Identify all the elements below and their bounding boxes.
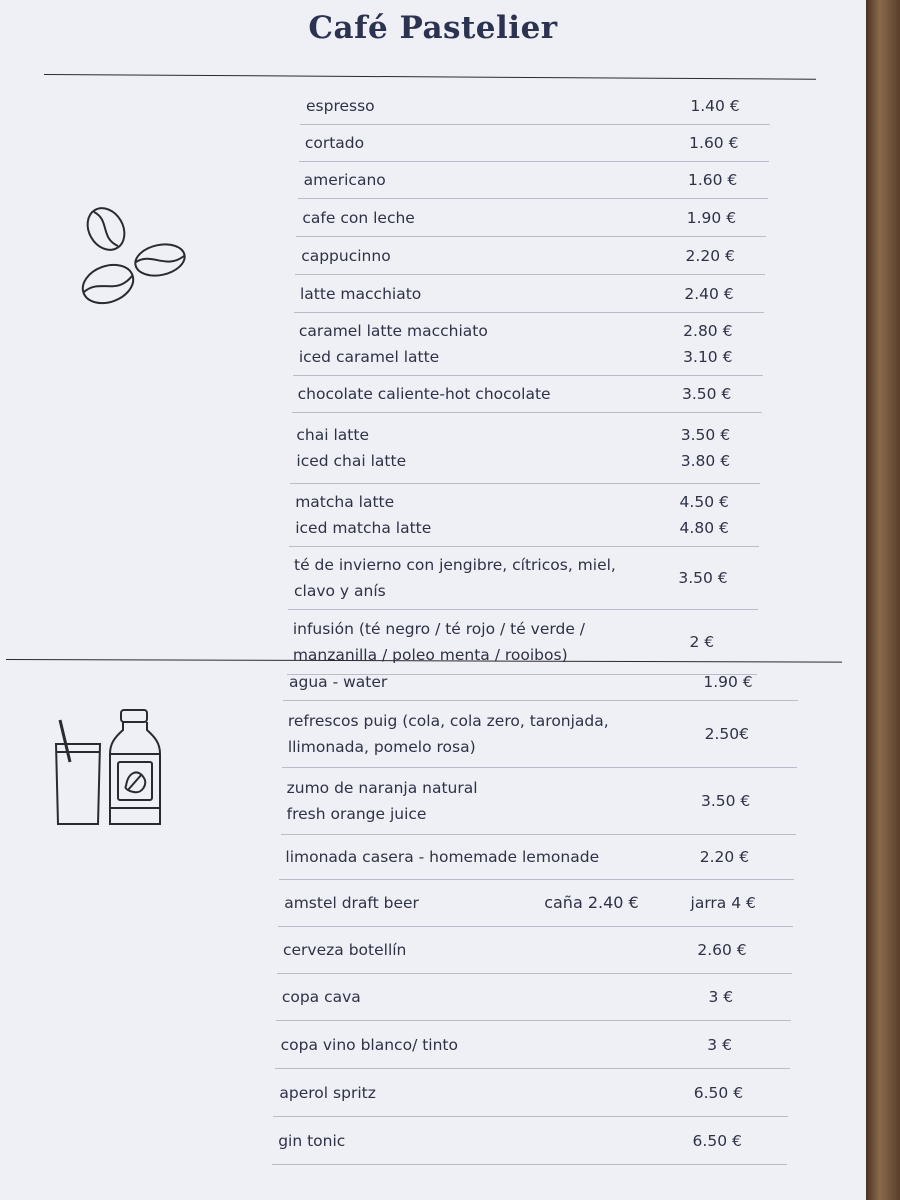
item-prices <box>655 243 765 269</box>
drinks-menu-row <box>282 701 797 768</box>
item-price: 2.40 € <box>684 284 734 303</box>
coffee-menu-row <box>288 547 758 610</box>
coffee-menu-row <box>298 162 768 199</box>
item-price: jarra 4 € <box>690 894 756 912</box>
item-name: manzanilla / poleo menta / rooibos) <box>292 646 568 664</box>
item-names <box>296 422 406 474</box>
coffee-menu-row <box>293 313 763 376</box>
item-price: 2.80 € <box>683 322 733 340</box>
drinks-menu-row <box>272 1117 787 1165</box>
item-price: 3 € <box>708 988 734 1006</box>
item-price: 1.40 € <box>690 97 740 115</box>
item-prices <box>671 788 781 814</box>
item-name: espresso <box>306 97 375 115</box>
item-price: 1.90 € <box>703 673 753 691</box>
item-name: fresh orange juice <box>286 805 427 823</box>
item-name: té de invierno con jengibre, cítricos, miel, <box>294 556 616 574</box>
item-price: 2 € <box>689 633 715 651</box>
item-prices <box>650 422 760 474</box>
item-price: 2.20 € <box>699 848 750 866</box>
drinks-menu-row <box>281 768 796 835</box>
item-names <box>305 130 364 156</box>
item-prices <box>665 1032 775 1058</box>
item-prices <box>659 130 769 156</box>
item-name: aperol spritz <box>279 1083 376 1102</box>
item-name: agua - water <box>289 673 388 691</box>
item-price: 2.50€ <box>704 725 749 743</box>
item-name: refrescos puig (cola, cola zero, taronjada, <box>287 712 609 730</box>
item-name: latte macchiato <box>300 284 422 303</box>
item-price: 4.50 € <box>679 493 729 511</box>
item-name: iced chai latte <box>296 452 407 470</box>
item-price: 1.90 € <box>686 208 737 227</box>
coffee-menu-row <box>289 484 759 547</box>
item-price: 6.50 € <box>693 1083 744 1102</box>
item-mid-price: caña 2.40 € <box>544 893 639 912</box>
item-names <box>299 318 488 370</box>
item-prices <box>663 1080 773 1106</box>
item-price: 3.10 € <box>683 348 733 366</box>
item-names <box>281 1032 458 1058</box>
table-edge <box>866 0 900 1200</box>
item-names <box>300 281 421 307</box>
coffee-menu-row <box>299 125 769 162</box>
item-names <box>283 937 406 963</box>
item-name: llimonada, pomelo rosa) <box>287 738 476 756</box>
item-prices <box>652 381 762 407</box>
item-prices <box>667 937 777 963</box>
item-names <box>279 1080 375 1106</box>
item-name: infusión (té negro / té rojo / té verde / <box>292 620 586 638</box>
item-price: 4.80 € <box>679 519 729 537</box>
item-price: 6.50 € <box>692 1131 742 1150</box>
item-names <box>282 984 361 1010</box>
coffee-menu-row <box>295 237 765 275</box>
item-price: 3.50 € <box>681 385 732 403</box>
item-prices <box>672 721 782 747</box>
item-names <box>306 93 375 119</box>
item-names <box>298 381 551 407</box>
coffee-menu-row <box>290 413 760 484</box>
top-divider <box>44 74 816 80</box>
coffee-menu-row <box>292 376 762 413</box>
juice-glass-and-bottle-icon <box>48 708 173 830</box>
item-prices <box>673 669 783 695</box>
coffee-section <box>292 88 770 675</box>
item-name: chocolate caliente-hot chocolate <box>297 385 551 403</box>
item-names <box>295 489 431 541</box>
item-names <box>287 775 478 827</box>
item-name: cappucinno <box>301 246 391 265</box>
item-name: americano <box>303 171 386 189</box>
coffee-menu-row <box>296 199 766 237</box>
item-name: cortado <box>304 134 365 152</box>
item-name: cafe con leche <box>302 208 415 227</box>
coffee-beans-icon <box>76 200 201 312</box>
item-price: 3 € <box>707 1035 732 1054</box>
item-price: 2.60 € <box>697 941 747 959</box>
item-price: 3.50 € <box>678 569 728 587</box>
item-names <box>278 1128 345 1154</box>
item-prices <box>668 890 778 916</box>
item-price: 2.20 € <box>685 246 735 265</box>
item-price: 3.50 € <box>680 426 731 444</box>
item-prices <box>666 984 776 1010</box>
item-name: iced caramel latte <box>298 348 440 366</box>
item-price: 1.60 € <box>689 134 739 152</box>
item-names <box>304 167 386 193</box>
item-names <box>284 890 419 916</box>
item-price: 3.50 € <box>700 792 751 810</box>
item-prices <box>669 844 779 870</box>
item-name: matcha latte <box>295 493 395 511</box>
drinks-menu-row <box>273 1069 788 1117</box>
item-price: 1.60 € <box>687 171 738 189</box>
drinks-menu-row <box>277 927 792 974</box>
drinks-section <box>278 664 798 1165</box>
drinks-menu-row <box>279 835 794 880</box>
item-name: zumo de naranja natural <box>286 779 478 797</box>
item-names <box>285 844 599 870</box>
item-name: limonada casera - homemade lemonade <box>285 848 600 866</box>
item-prices <box>649 489 759 541</box>
item-prices <box>656 205 766 231</box>
item-name: copa vino blanco/ tinto <box>280 1035 458 1054</box>
item-names <box>301 243 390 269</box>
item-name: cerveza botellín <box>283 941 407 959</box>
item-price: 3.80 € <box>680 452 731 470</box>
item-prices <box>647 629 757 655</box>
item-name: iced matcha latte <box>295 519 432 537</box>
item-names <box>288 708 609 760</box>
drinks-menu-row <box>276 974 791 1021</box>
item-prices <box>648 565 758 591</box>
item-names <box>289 669 387 695</box>
item-name: chai latte <box>296 426 369 444</box>
drinks-menu-row <box>283 664 798 701</box>
item-prices <box>658 167 768 193</box>
item-prices <box>654 281 764 307</box>
item-names <box>302 205 414 231</box>
coffee-menu-row <box>300 88 770 125</box>
item-prices <box>660 93 770 119</box>
coffee-menu-row <box>294 275 764 313</box>
cafe-title: Café Pastelier <box>308 10 558 46</box>
item-name: amstel draft beer <box>284 894 419 912</box>
item-prices <box>653 318 763 370</box>
item-name: caramel latte macchiato <box>298 322 488 340</box>
item-name: copa cava <box>281 988 361 1006</box>
drinks-menu-row <box>275 1021 790 1069</box>
drinks-menu-row <box>278 880 793 927</box>
item-names <box>294 552 616 604</box>
item-name: gin tonic <box>278 1131 346 1150</box>
item-prices <box>662 1128 772 1154</box>
item-name: clavo y anís <box>294 582 386 600</box>
